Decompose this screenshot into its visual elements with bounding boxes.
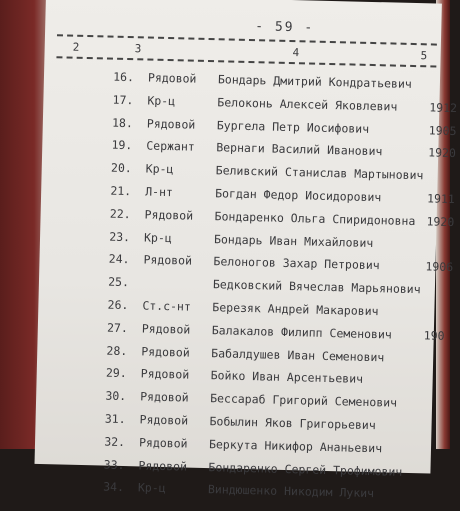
row-name: Богдан Федор Иосидорович (215, 186, 382, 205)
table-row (98, 297, 379, 320)
row-rank: Рядовой (139, 412, 189, 428)
row-number: 17. (112, 92, 134, 107)
row-rank: Кр-ц (143, 230, 172, 245)
table-row (104, 69, 412, 92)
row-name: Беркута Никифор Ананьевич (208, 436, 383, 456)
row-rank: Рядовой (141, 343, 190, 360)
row-number: 32. (104, 434, 126, 449)
row-name: Бондарь Дмитрий Кондратьевич (217, 72, 412, 91)
row-rank: Рядовой (138, 457, 188, 474)
row-name: Бургела Петр Иосифович (216, 117, 370, 136)
table-row (100, 206, 455, 229)
row-name: Бойко Иван Арсентьевич (210, 368, 364, 387)
table-row (101, 183, 455, 207)
row-name: Бондаренко Сергей Трофимович (208, 459, 403, 479)
row-name: Виндюшенко Никодим Лукич (207, 482, 375, 501)
row-number: 28. (106, 343, 128, 358)
table-row (101, 160, 424, 184)
row-rank: Рядовой (146, 116, 196, 132)
row-number: 33. (103, 457, 125, 472)
row-name: Бондаренко Ольга Спиридоновна (214, 208, 416, 228)
table-row (103, 92, 458, 115)
row-name: Бондарь Иван Михайлович (213, 231, 374, 250)
row-number: 30. (105, 388, 127, 404)
row-number: 16. (113, 69, 135, 85)
row-number: 25. (108, 274, 130, 290)
row-name: Бабалдушев Иван Семенович (211, 345, 385, 364)
table-row (96, 388, 398, 412)
row-year: 1912 (429, 100, 458, 115)
document-page (35, 0, 458, 501)
row-name: Балакалов Филипп Семенович (211, 322, 392, 342)
row-number: 26. (107, 297, 129, 313)
row-year: 1920 (426, 214, 455, 229)
column-header: 4 (292, 46, 300, 60)
table-row (103, 115, 457, 138)
row-name: Беливский Станислав Мартынович (215, 163, 424, 183)
row-name: Бедковский Вячеслав Марьянович (212, 277, 421, 297)
row-name: Бобылин Яков Григорьевич (209, 414, 376, 433)
row-rank: Рядовой (140, 366, 190, 382)
table-row (97, 343, 385, 366)
row-rank: Рядовой (141, 321, 191, 337)
table-row (99, 251, 454, 275)
row-number: 19. (111, 138, 133, 153)
row-name: Бессараб Григорий Семенович (210, 391, 398, 410)
row-name: Березяк Андрей Макарович (212, 300, 379, 319)
row-rank: Кр-ц (145, 161, 174, 177)
row-rank: Ст.с-нт (142, 298, 192, 314)
row-rank: Сержант (146, 138, 195, 155)
row-year: 190 (423, 328, 445, 343)
row-number: 23. (109, 229, 131, 244)
row-rank: Рядовой (143, 252, 193, 269)
row-year: 1906 (425, 259, 454, 275)
row-rank: Рядовой (144, 207, 194, 223)
row-rank: Кр-ц (137, 480, 166, 496)
page-number: - 59 - (255, 19, 315, 36)
row-number: 24. (108, 251, 130, 267)
row-rank: Кр-ц (147, 93, 176, 108)
row-rank: Рядовой (138, 435, 188, 451)
row-number: 18. (111, 115, 134, 130)
row-year: 1905 (428, 122, 457, 138)
row-name: Вернаги Василий Иванович (216, 140, 383, 159)
row-year: 1911 (426, 191, 455, 207)
row-number: 27. (106, 320, 129, 335)
row-rank: Рядовой (147, 70, 197, 86)
row-number: 29. (105, 365, 127, 381)
column-header: 3 (134, 42, 142, 56)
column-header: 2 (72, 40, 80, 54)
row-name: Белоногов Захар Петрович (213, 254, 380, 273)
table-row (100, 229, 374, 252)
table-row (97, 320, 445, 343)
row-name: Белоконь Алексей Яковлевич (217, 95, 398, 114)
table-row (94, 479, 375, 503)
row-number: 21. (110, 183, 132, 199)
column-header: 5 (420, 49, 428, 63)
table-row (95, 434, 383, 457)
row-number: 22. (109, 206, 131, 221)
table-row (95, 411, 376, 434)
table-row (102, 138, 457, 161)
row-number: 20. (110, 160, 132, 176)
table-row (99, 274, 421, 298)
row-rank: Рядовой (140, 389, 189, 405)
row-number: 31. (104, 411, 126, 427)
table-row (94, 457, 403, 480)
row-year: 1920 (428, 145, 457, 161)
roster-table (94, 69, 458, 502)
row-rank: Л-нт (145, 184, 174, 200)
table-row (96, 365, 364, 389)
row-number: 34. (103, 479, 125, 495)
